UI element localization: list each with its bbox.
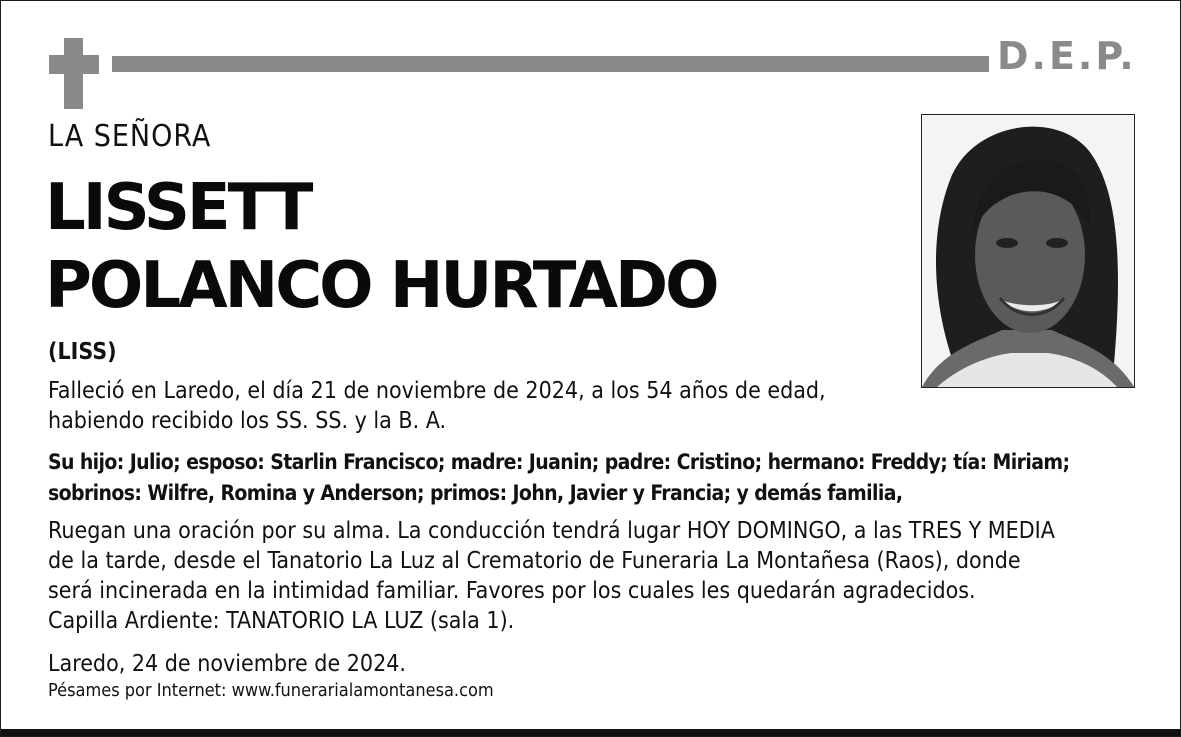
name-line-2: POLANCO HURTADO	[45, 249, 717, 323]
name-line-1: LISSETT	[45, 171, 311, 245]
portrait-illustration	[922, 115, 1134, 387]
dep-label: D.E.P.	[997, 34, 1137, 78]
service-text-4: Capilla Ardiente: TANATORIO LA LUZ (sala 1).	[48, 608, 515, 634]
service-text-2: de la tarde, desde el Tanatorio La Luz al Crematorio de Funeraria La Montañesa (Raos), donde	[48, 548, 1021, 574]
family-list	[48, 447, 1069, 509]
family-line-2: sobrinos: Wilfre, Romina y Anderson; primos: John, Javier y Francia; y demás familia,	[48, 481, 903, 505]
portrait-photo	[921, 114, 1135, 388]
title-label: LA SEÑORA	[48, 119, 212, 154]
service-text-3: será incinerada en la intimidad familiar. Favores por los cuales les quedarán agradecidos.	[48, 578, 976, 604]
death-text-1: Falleció en Laredo, el día 21 de noviembre de 2024, a los 54 años de edad,	[48, 378, 826, 404]
place-date: Laredo, 24 de noviembre de 2024.	[48, 651, 406, 677]
cross-icon-bar	[49, 55, 99, 74]
alias-label: (LISS)	[48, 339, 117, 365]
bottom-rule	[1, 729, 1180, 736]
family-line-1: Su hijo: Julio; esposo: Starlin Francisco; madre: Juanin; padre: Cristino; hermano: Freddy; tía: Miriam;	[48, 450, 1070, 474]
deceased-name	[45, 169, 717, 325]
internet-condolences: Pésames por Internet: www.funerarialamontanesa.com	[48, 680, 494, 701]
service-text-1: Ruegan una oración por su alma. La conducción tendrá lugar HOY DOMINGO, a las TRES Y MEDIA	[48, 518, 1055, 544]
header-rule	[112, 56, 989, 72]
death-text-2: habiendo recibido los SS. SS. y la B. A.	[48, 408, 447, 434]
